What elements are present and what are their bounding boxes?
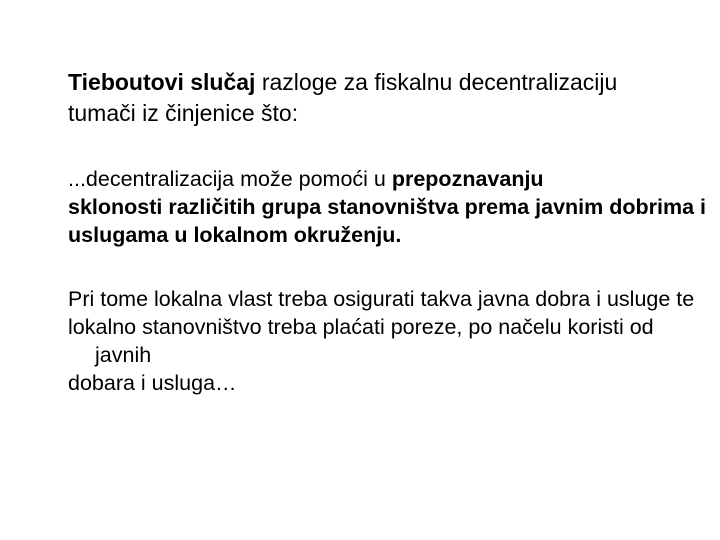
slide-content <box>68 67 708 397</box>
point1-line-2: sklonosti različitih grupa stanovništva prema javnim dobrima i <box>68 195 706 219</box>
tiebout-term: Tieboutovi slučaj <box>68 69 256 95</box>
intro-line-1-rest: razloge za fiskalnu decentralizaciju <box>255 69 618 95</box>
point2-line-1: Pri tome lokalna vlast treba osigurati takva javna dobra i usluge te <box>68 287 695 311</box>
point1-line-3: uslugama u lokalnom okruženju. <box>68 223 402 247</box>
point1-line-1 <box>68 165 708 193</box>
intro-line-1 <box>68 67 708 98</box>
point1-line-1-bold: prepoznavanju <box>391 167 544 191</box>
intro-line-2: tumači iz činjenice što: <box>68 100 299 126</box>
spacer <box>68 129 708 165</box>
spacer <box>68 249 708 285</box>
point2-line-2: lokalno stanovništvo treba plaćati poreze, po načelu koristi od javnih <box>68 315 654 367</box>
point1-line-1-plain: ...decentralizacija može pomoći u <box>68 167 392 191</box>
point2-line-3: dobara i usluga… <box>68 371 237 395</box>
